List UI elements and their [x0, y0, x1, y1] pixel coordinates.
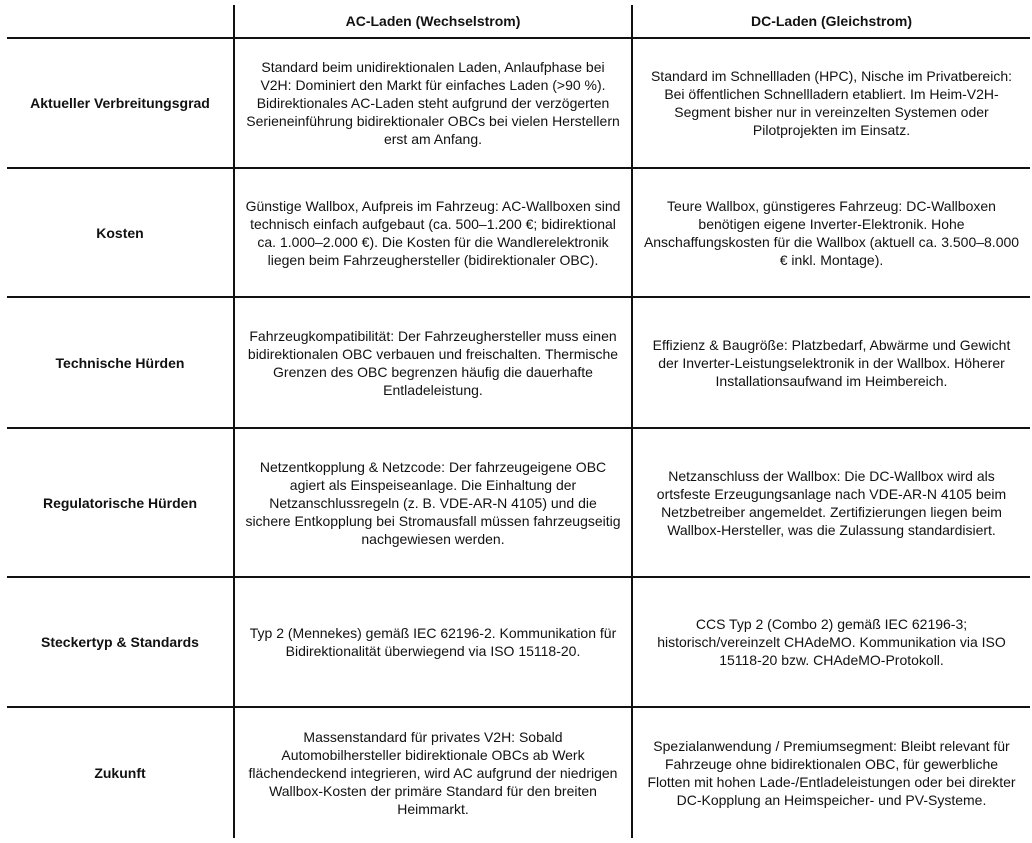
cell-ac-technische-huerden: Fahrzeugkompatibilität: Der Fahrzeughersteller muss einen bidirektionalen OBC verbauen und freischalten. Thermische Grenzen des OBC begrenzen häufig die dauerhafte Entladeleistung.: [247, 327, 619, 398]
row-label-regulatorische-huerden: Regulatorische Hürden: [42, 494, 198, 511]
cell-dc-steckertyp: CCS Typ 2 (Combo 2) gemäß IEC 62196-3; historisch/vereinzelt CHAdeMO. Kommunikation via ISO 15118-20 bzw. CHAdeMO-Protokoll.: [657, 616, 1006, 668]
row-label-technische-huerden: Technische Hürden: [55, 354, 185, 371]
row-label-verbreitungsgrad: Aktueller Verbreitungsgrad: [30, 95, 210, 111]
header-ac: AC-Laden (Wechselstrom): [345, 13, 521, 29]
cell-dc-regulatorische-huerden: Netzanschluss der Wallbox: Die DC-Wallbox wird als ortsfeste Erzeugungsanlage nach VDE-AR-N 4105 beim Netzbetreiber angemeldet. Zertifizierungen liegen beim Wallbox-Hersteller, was die Zulassung standardisiert.: [656, 467, 1007, 538]
row-label-zukunft: Zukunft: [94, 765, 146, 781]
header-dc: DC-Laden (Gleichstrom): [750, 13, 912, 29]
row-label-steckertyp: Steckertyp & Standards: [41, 634, 199, 650]
cell-dc-zukunft: Spezialanwendung / Premiumsegment: Bleibt relevant für Fahrzeuge ohne bidirektionalen OBC, für gewerbliche Flotten mit hohen Lade-/Entladeleistungen oder bei direkter DC-Kopplung an Heimspeicher- und PV-Systeme.: [647, 738, 1016, 808]
cell-dc-verbreitungsgrad: Standard im Schnellladen (HPC), Nische im Privatbereich: Bei öffentlichen Schnellladern etabliert. Im Heim-V2H-Segment bisher nur in vereinzelten Systemen oder Pilotprojekten im Einsatz.: [650, 68, 1013, 138]
header-corner: [7, 5, 233, 37]
cell-ac-verbreitungsgrad: Standard beim unidirektionalen Laden, Anlaufphase bei V2H: Dominiert den Markt für einfaches Laden (>90 %). Bidirektionales AC-Laden steht aufgrund der verzögerten Serieneinführung bidirektionaler OBCs bei vielen Herstellern erst am Anfang.: [246, 59, 620, 147]
cell-dc-technische-huerden: Effizienz & Baugröße: Platzbedarf, Abwärme und Gewicht der Inverter-Leistungselektronik in der Wallbox. Höherer Installationsaufwand im Heimbereich.: [652, 336, 1011, 389]
row-label-kosten: Kosten: [96, 224, 144, 241]
cell-ac-steckertyp: Typ 2 (Mennekes) gemäß IEC 62196-2. Kommunikation für Bidirektionalität überwiegend via ISO 15118-20.: [249, 625, 617, 659]
cell-ac-regulatorische-huerden: Netzentkopplung & Netzcode: Der fahrzeugeigene OBC agiert als Einspeiseanlage. Die Einhaltung der Netzanschlussregeln (z. B. VDE-AR-N 4105) und die sichere Entkopplung bei Stromausfall müssen fahrzeugseitig nachgewiesen werden.: [245, 458, 621, 547]
cell-ac-kosten: Günstige Wallbox, Aufpreis im Fahrzeug: AC-Wallboxen sind technisch einfach aufgebaut (ca. 500–1.200 €; bidirektional ca. 1.000–2.000 €). Die Kosten für die Wandlerelektronik liegen beim Fahrzeughersteller (bidirektionaler OBC).: [245, 197, 621, 268]
cell-dc-kosten: Teure Wallbox, günstigeres Fahrzeug: DC-Wallboxen benötigen eigene Inverter-Elektronik. Hohe Anschaffungskosten für die Wallbox (aktuell ca. 3.500–8.000 € inkl. Montage).: [643, 197, 1020, 268]
cell-ac-zukunft: Massenstandard für privates V2H: Sobald Automobilhersteller bidirektionale OBCs ab Werk flächendeckend integrieren, wird AC aufgrund der niedrigen Wallbox-Kosten der primäre Standard für den breiten Heimmarkt.: [248, 729, 618, 817]
